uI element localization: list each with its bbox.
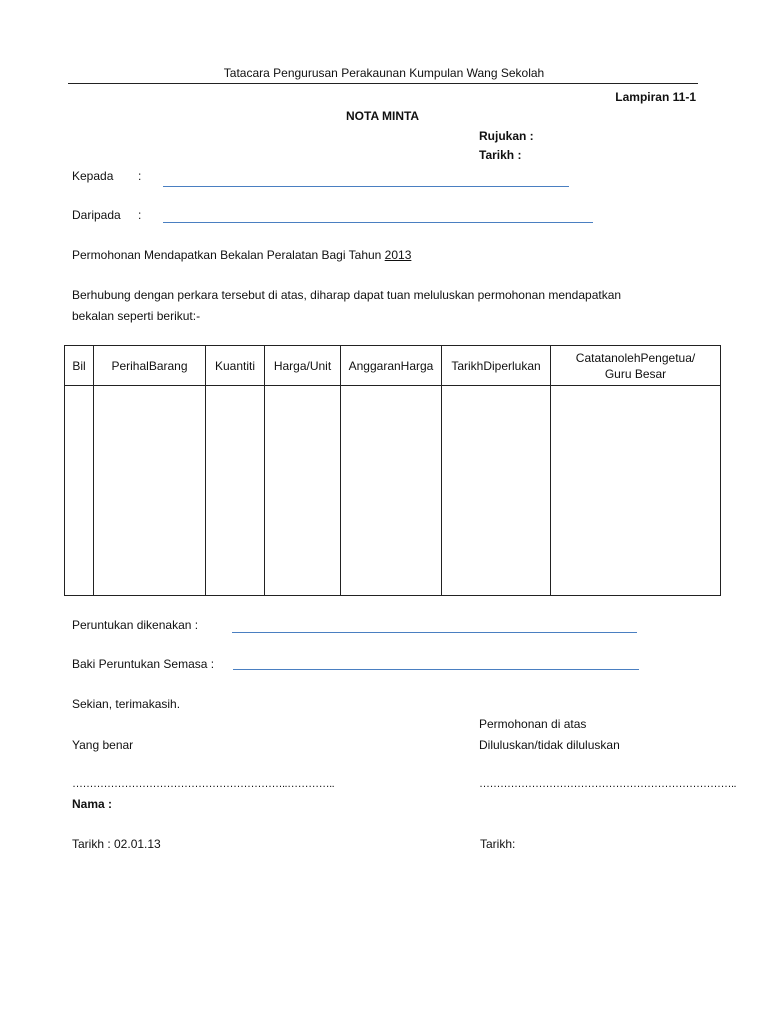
baki-peruntukan-label: Baki Peruntukan Semasa : — [72, 657, 215, 671]
appendix-label: Lampiran 11-1 — [615, 90, 696, 104]
document-header-title: Tatacara Pengurusan Perakaunan Kumpulan Wang Sekolah — [223, 66, 545, 80]
table-row — [65, 386, 721, 596]
closing-text: Sekian, terimakasih. — [72, 697, 181, 711]
daripada-colon: : — [138, 208, 142, 222]
daripada-input-line[interactable] — [163, 222, 593, 223]
subject-year: 2013 — [384, 248, 412, 262]
col-header-anggaran-harga: AnggaranHarga — [341, 346, 442, 386]
cell-bil[interactable] — [65, 386, 94, 596]
form-title: NOTA MINTA — [346, 109, 420, 123]
kepada-colon: : — [138, 169, 142, 183]
cell-catatan[interactable] — [551, 386, 721, 596]
cell-anggaran-harga[interactable] — [341, 386, 442, 596]
peruntukan-label: Peruntukan dikenakan : — [72, 618, 199, 632]
col-header-perihal-barang: PerihalBarang — [94, 346, 206, 386]
peruntukan-input-line[interactable] — [232, 632, 637, 633]
rujukan-label: Rujukan : — [479, 129, 534, 143]
baki-peruntukan-input-line[interactable] — [233, 669, 639, 670]
body-line-2: bekalan seperti berikut:- — [72, 309, 201, 323]
cell-harga-unit[interactable] — [265, 386, 341, 596]
table-header-row — [65, 346, 721, 386]
approval-text-line-1: Permohonan di atas — [479, 717, 587, 731]
col-header-catatan-line1: CatatanolehPengetua/ — [575, 350, 696, 365]
nama-label: Nama : — [72, 797, 113, 811]
col-header-harga-unit: Harga/Unit — [265, 346, 341, 386]
kepada-input-line[interactable] — [163, 186, 569, 187]
kepada-label: Kepada — [72, 169, 114, 183]
tarikh-right: Tarikh: — [480, 837, 516, 851]
col-header-catatan-line2: Guru Besar — [604, 366, 667, 381]
signature-line-left: ……………………………………………………..………….. — [72, 778, 335, 790]
tarikh-label: Tarikh : — [479, 148, 522, 162]
col-header-catatan — [551, 346, 721, 386]
items-table — [64, 345, 721, 596]
col-header-tarikh-diperlukan: TarikhDiperlukan — [442, 346, 551, 386]
yang-benar-text: Yang benar — [72, 738, 134, 752]
col-header-kuantiti: Kuantiti — [206, 346, 265, 386]
subject-text: Permohonan Mendapatkan Bekalan Peralatan Bagi Tahun — [72, 248, 385, 262]
subject-line — [72, 248, 411, 262]
approval-text-line-2: Diluluskan/tidak diluluskan — [479, 738, 620, 752]
cell-perihal-barang[interactable] — [94, 386, 206, 596]
cell-tarikh-diperlukan[interactable] — [442, 386, 551, 596]
signature-line-right: ……………………………………………………………….. — [479, 778, 737, 790]
col-header-bil: Bil — [65, 346, 94, 386]
tarikh-left: Tarikh : 02.01.13 — [72, 837, 161, 851]
header-divider — [68, 83, 698, 84]
body-line-1: Berhubung dengan perkara tersebut di atas, diharap dapat tuan meluluskan permohonan mendapatkan — [72, 288, 622, 302]
cell-kuantiti[interactable] — [206, 386, 265, 596]
daripada-label: Daripada — [72, 208, 121, 222]
